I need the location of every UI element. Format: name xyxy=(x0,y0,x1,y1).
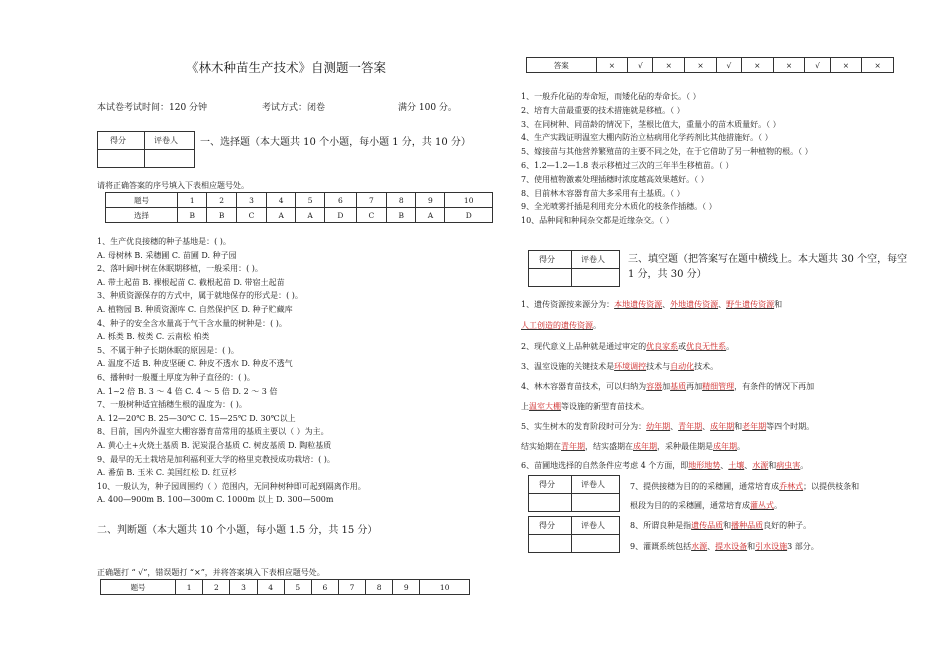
question-line: 8、目前林木容器育苗大多采用有土基质。（ ） xyxy=(521,188,685,198)
question-number-cell: 5 xyxy=(284,580,311,595)
fill-answer: 引水设施 xyxy=(755,542,788,551)
row-label: 选择 xyxy=(106,208,178,223)
fill-answer: 老年期 xyxy=(742,422,767,431)
page-title: 《林木种苗生产技术》自测题一答案 xyxy=(186,60,387,75)
question-number-cell: 4 xyxy=(257,580,284,595)
question-number-cell: 6 xyxy=(325,193,357,208)
question-line: 1、一般乔化砧的寿命短，而矮化砧的寿命长。（ ） xyxy=(521,92,701,101)
answer-cell: A xyxy=(296,208,325,223)
question-line: 8、目前，国内外温室大棚容器育苗常用的基质主要以（ ）为主。 xyxy=(97,427,329,437)
question-number-cell: 8 xyxy=(387,193,416,208)
answer-cell: × xyxy=(741,58,773,73)
judge-number-table xyxy=(100,579,470,595)
answer-cell: B xyxy=(178,208,207,223)
fill-answer: 优良家系 xyxy=(646,342,679,351)
fill-answer: 土壤 xyxy=(728,461,745,470)
fill-answer: 成年期 xyxy=(710,422,735,431)
fill-answer: 水源 xyxy=(752,461,769,470)
question-number-cell: 10 xyxy=(445,193,493,208)
answer-cell: × xyxy=(830,58,862,73)
question-number-cell: 8 xyxy=(366,580,393,595)
row-label: 答案 xyxy=(527,58,597,73)
grader-label: 评卷人 xyxy=(581,255,605,264)
question-line: 6、1.2—1.2—1.8 表示移植过三次的三年半生移植苗。（ ） xyxy=(521,161,734,170)
fill-answer: 地形地势 xyxy=(688,461,721,470)
fill-answer: 提水设备 xyxy=(715,542,748,551)
fill-answer: 成年期 xyxy=(713,442,737,451)
question-line: 4、生产实践证明温室大棚内防治立枯病用化学药剂比其他措施好。（ ） xyxy=(521,133,773,143)
exam-method: 考试方式：闭卷 xyxy=(262,103,326,113)
fill-answer: 精细管理 xyxy=(702,382,735,391)
question-line: A. 黄心土+火烧土基质 B. 泥炭混合基质 C. 树皮基质 D. 陶粒基质 xyxy=(97,441,332,450)
question-line: 5、不属于种子长期休眠的原因是：( )。 xyxy=(97,345,239,355)
question-line: 3、种质资源保存的方式中，属于就地保存的形式是：( )。 xyxy=(97,291,303,301)
answer-cell: D xyxy=(325,208,357,223)
fill-q5-cont: 结实始期在青年期，结实盛期在成年期，采种最佳期是成年期。 xyxy=(521,442,745,451)
fill-q4: 4、林木容器育苗技术，可以归纳为容器加基质再加精细管理，有条件的情况下再加 xyxy=(521,382,815,391)
fill-answer: 野生遗传资源 xyxy=(726,300,775,309)
answer-cell: C xyxy=(236,208,266,223)
fill-q7-cont: 根段为目的的采穗圃，通常培育成灌丛式。 xyxy=(630,501,782,510)
answer-cell: × xyxy=(596,58,628,73)
fill-answer: 人工创造的遗传资源 xyxy=(521,321,593,330)
question-line: A. 栎类 B. 桉类 C. 云南松 柏类 xyxy=(97,332,210,342)
question-number-cell: 9 xyxy=(416,193,445,208)
answer-cell: √ xyxy=(805,58,830,73)
fill-q1: 1、遗传资源按来源分为：本地遗传资源、外地遗传资源、野生遗传资源和 xyxy=(521,300,783,309)
section1-title: 一、选择题（本大题共 10 个小题，每小题 1 分，共 10 分） xyxy=(200,137,471,148)
answer-cell: × xyxy=(862,58,894,73)
section3-title-line2: 1 分，共 30 分） xyxy=(628,269,707,280)
row-label: 题号 xyxy=(101,580,176,595)
fill-answer: 环境调控 xyxy=(614,362,647,371)
answer-cell: C xyxy=(356,208,386,223)
fill-answer: 青年期 xyxy=(561,442,585,451)
fill-answer: 播种品质 xyxy=(731,521,764,530)
section1-instruction: 请将正确答案的序号填入下表相应题号处。 xyxy=(97,181,249,190)
question-number-cell: 7 xyxy=(338,580,365,595)
grader-label: 评卷人 xyxy=(581,480,605,489)
fill-answer: 乔林式 xyxy=(779,482,804,491)
fill-q4-cont: 上温室大棚等设施的新型育苗技术。 xyxy=(521,402,649,411)
question-line: 10、一般认为，种子园周围约（ ）范围内，无同种树种即可起到隔离作用。 xyxy=(97,481,366,491)
score-label: 得分 xyxy=(539,255,555,264)
question-number-cell: 4 xyxy=(267,193,296,208)
answer-cell: D xyxy=(445,208,493,223)
fill-answer: 外地遗传资源 xyxy=(670,300,719,309)
fill-q6: 6、苗圃地选择的自然条件应考虑 4 个方面，即地形地势、土壤、水源和病虫害。 xyxy=(521,461,809,470)
fill-q5: 5、实生树木的发育阶段时可分为：幼年期、青年期、成年期和老年期等四个时期。 xyxy=(521,422,815,431)
fill-answer: 青年期 xyxy=(678,422,703,431)
answer-cell: B xyxy=(387,208,416,223)
exam-time: 本试卷考试时间：120 分钟 xyxy=(97,103,208,113)
question-line: 5、嫁接苗与其他营养繁殖苗的主要不同之处，在于它借助了另一种植物的根。（ ） xyxy=(521,147,813,157)
fill-q3: 3、温室设施的关键技术是环境调控技术与自动化技术。 xyxy=(521,362,719,371)
fill-answer: 水源 xyxy=(691,542,708,551)
question-line: 2、落叶阔叶树在休眠期移植，一般采用：( )。 xyxy=(97,264,263,274)
question-line: A. 温度不适 B. 种皮坚硬 C. 种皮不透水 D. 种皮不透气 xyxy=(97,359,293,369)
fill-q7: 7、提供接穗为目的的采穗圃，通常培育成乔林式；以提供枝条和 xyxy=(630,482,860,491)
fill-q8: 8、所谓良种是指遗传品质和播种品质良好的种子。 xyxy=(630,521,812,530)
question-line: 3、在同树种、同苗龄的情况下，茎根比值大，重量小的苗木质量好。（ ） xyxy=(521,119,781,129)
score-label: 得分 xyxy=(539,480,555,489)
question-line: 7、使用植物激素处理插穗时浓度越高效果越好。（ ） xyxy=(521,174,709,184)
question-line: 9、全光喷雾扦插是利用充分木质化的枝条作插穗。（ ） xyxy=(521,202,717,212)
fill-answer: 基质 xyxy=(670,382,687,391)
question-number-cell: 6 xyxy=(311,580,338,595)
question-number-cell: 2 xyxy=(203,580,230,595)
fill-q2: 2、现代意义上品种就是通过审定的优良家系或优良无性系。 xyxy=(521,342,735,351)
fill-answer: 本地遗传资源 xyxy=(614,300,663,309)
section3-title-line1: 三、填空题（把答案写在题中横线上。本大题共 30 个空，每空 xyxy=(628,254,908,265)
question-line: 6、播种时一般覆土厚度为种子直径的：( )。 xyxy=(97,373,255,382)
section2-instruction: 正确题打 “ √”，错误题打 “×”，并将答案填入下表相应题号处。 xyxy=(97,568,325,577)
section2-title: 二、判断题（本大题共 10 个小题，每小题 1.5 分，共 15 分） xyxy=(97,525,378,536)
fill-answer: 容器 xyxy=(646,382,663,391)
question-number-cell: 10 xyxy=(420,580,470,595)
fill-answer: 幼年期 xyxy=(646,422,671,431)
score-box-5 xyxy=(528,516,620,553)
question-line: 7、一般树种适宜插穗生根的温度为：( )。 xyxy=(97,400,247,410)
exam-score: 满分 100 分。 xyxy=(398,103,457,113)
row-label: 题号 xyxy=(106,193,178,208)
question-line: A. 番茄 B. 玉米 C. 美国红松 D. 红豆杉 xyxy=(97,468,237,478)
question-line: A. 植物园 B. 种质资源库 C. 自然保护区 D. 种子贮藏库 xyxy=(97,305,293,314)
fill-q9: 9、灌溉系统包括水源、提水设备和引水设施3 部分。 xyxy=(630,542,819,551)
answer-cell: A xyxy=(267,208,296,223)
question-line: A. 母树林 B. 采穗圃 C. 苗圃 D. 种子园 xyxy=(97,250,237,260)
question-number-cell: 3 xyxy=(230,580,257,595)
question-line: A. 1~2 倍 B. 3 ～ 4 倍 C. 4 ～ 5 倍 D. 2 ～ 3 倍 xyxy=(97,386,278,396)
score-box-4 xyxy=(528,475,620,512)
question-line: A. 带土起苗 B. 裸根起苗 C. 截根起苗 D. 带宿土起苗 xyxy=(97,277,285,287)
question-line: 10、品种间和种间杂交都是近缘杂交。（ ） xyxy=(521,216,674,226)
fill-q1-cont: 人工创造的遗传资源。 xyxy=(521,321,601,330)
question-number-cell: 7 xyxy=(356,193,386,208)
fill-answer: 温室大棚 xyxy=(529,402,561,411)
answer-cell: A xyxy=(416,208,445,223)
question-number-cell: 3 xyxy=(236,193,266,208)
question-line: 9、最早的无土栽培是加利福利亚大学的格里克教授成功栽培：( )。 xyxy=(97,454,335,464)
choice-answer-table xyxy=(105,192,493,223)
grader-label: 评卷人 xyxy=(581,521,605,530)
score-label: 得分 xyxy=(110,136,126,145)
fill-answer: 成年期 xyxy=(633,442,657,451)
score-box-1 xyxy=(97,131,195,168)
question-line: A. 400—900m B. 100—300m C. 1000m 以上 D. 300—500m xyxy=(97,495,334,505)
question-number-cell: 2 xyxy=(207,193,236,208)
answer-cell: √ xyxy=(716,58,741,73)
fill-answer: 优良无性系 xyxy=(686,342,727,351)
grader-label: 评卷人 xyxy=(154,136,178,145)
question-number-cell: 1 xyxy=(178,193,207,208)
question-number-cell: 9 xyxy=(393,580,420,595)
judge-answer-table xyxy=(526,57,894,73)
question-number-cell: 1 xyxy=(176,580,203,595)
fill-answer: 灌丛式 xyxy=(750,501,774,510)
question-line: A. 12—20℃ B. 25—30℃ C. 15—25℃ D. 30℃以上 xyxy=(97,413,296,423)
answer-cell: √ xyxy=(628,58,653,73)
score-box-3 xyxy=(528,250,620,287)
score-label: 得分 xyxy=(539,521,555,530)
answer-cell: × xyxy=(653,58,685,73)
question-number-cell: 5 xyxy=(296,193,325,208)
question-line: 2、培育大苗最重要的技术措施就是移植。（ ） xyxy=(521,105,685,115)
fill-answer: 遗传品质 xyxy=(691,521,724,530)
question-line: 1、生产优良接穗的种子基地是：( )。 xyxy=(97,237,231,246)
fill-answer: 病虫害 xyxy=(776,461,801,470)
answer-cell: × xyxy=(773,58,805,73)
fill-answer: 自动化 xyxy=(670,362,695,371)
question-line: 4、种子的安全含水量高于气干含水量的树种是：( )。 xyxy=(97,318,287,328)
answer-cell: B xyxy=(207,208,236,223)
answer-cell: × xyxy=(685,58,717,73)
